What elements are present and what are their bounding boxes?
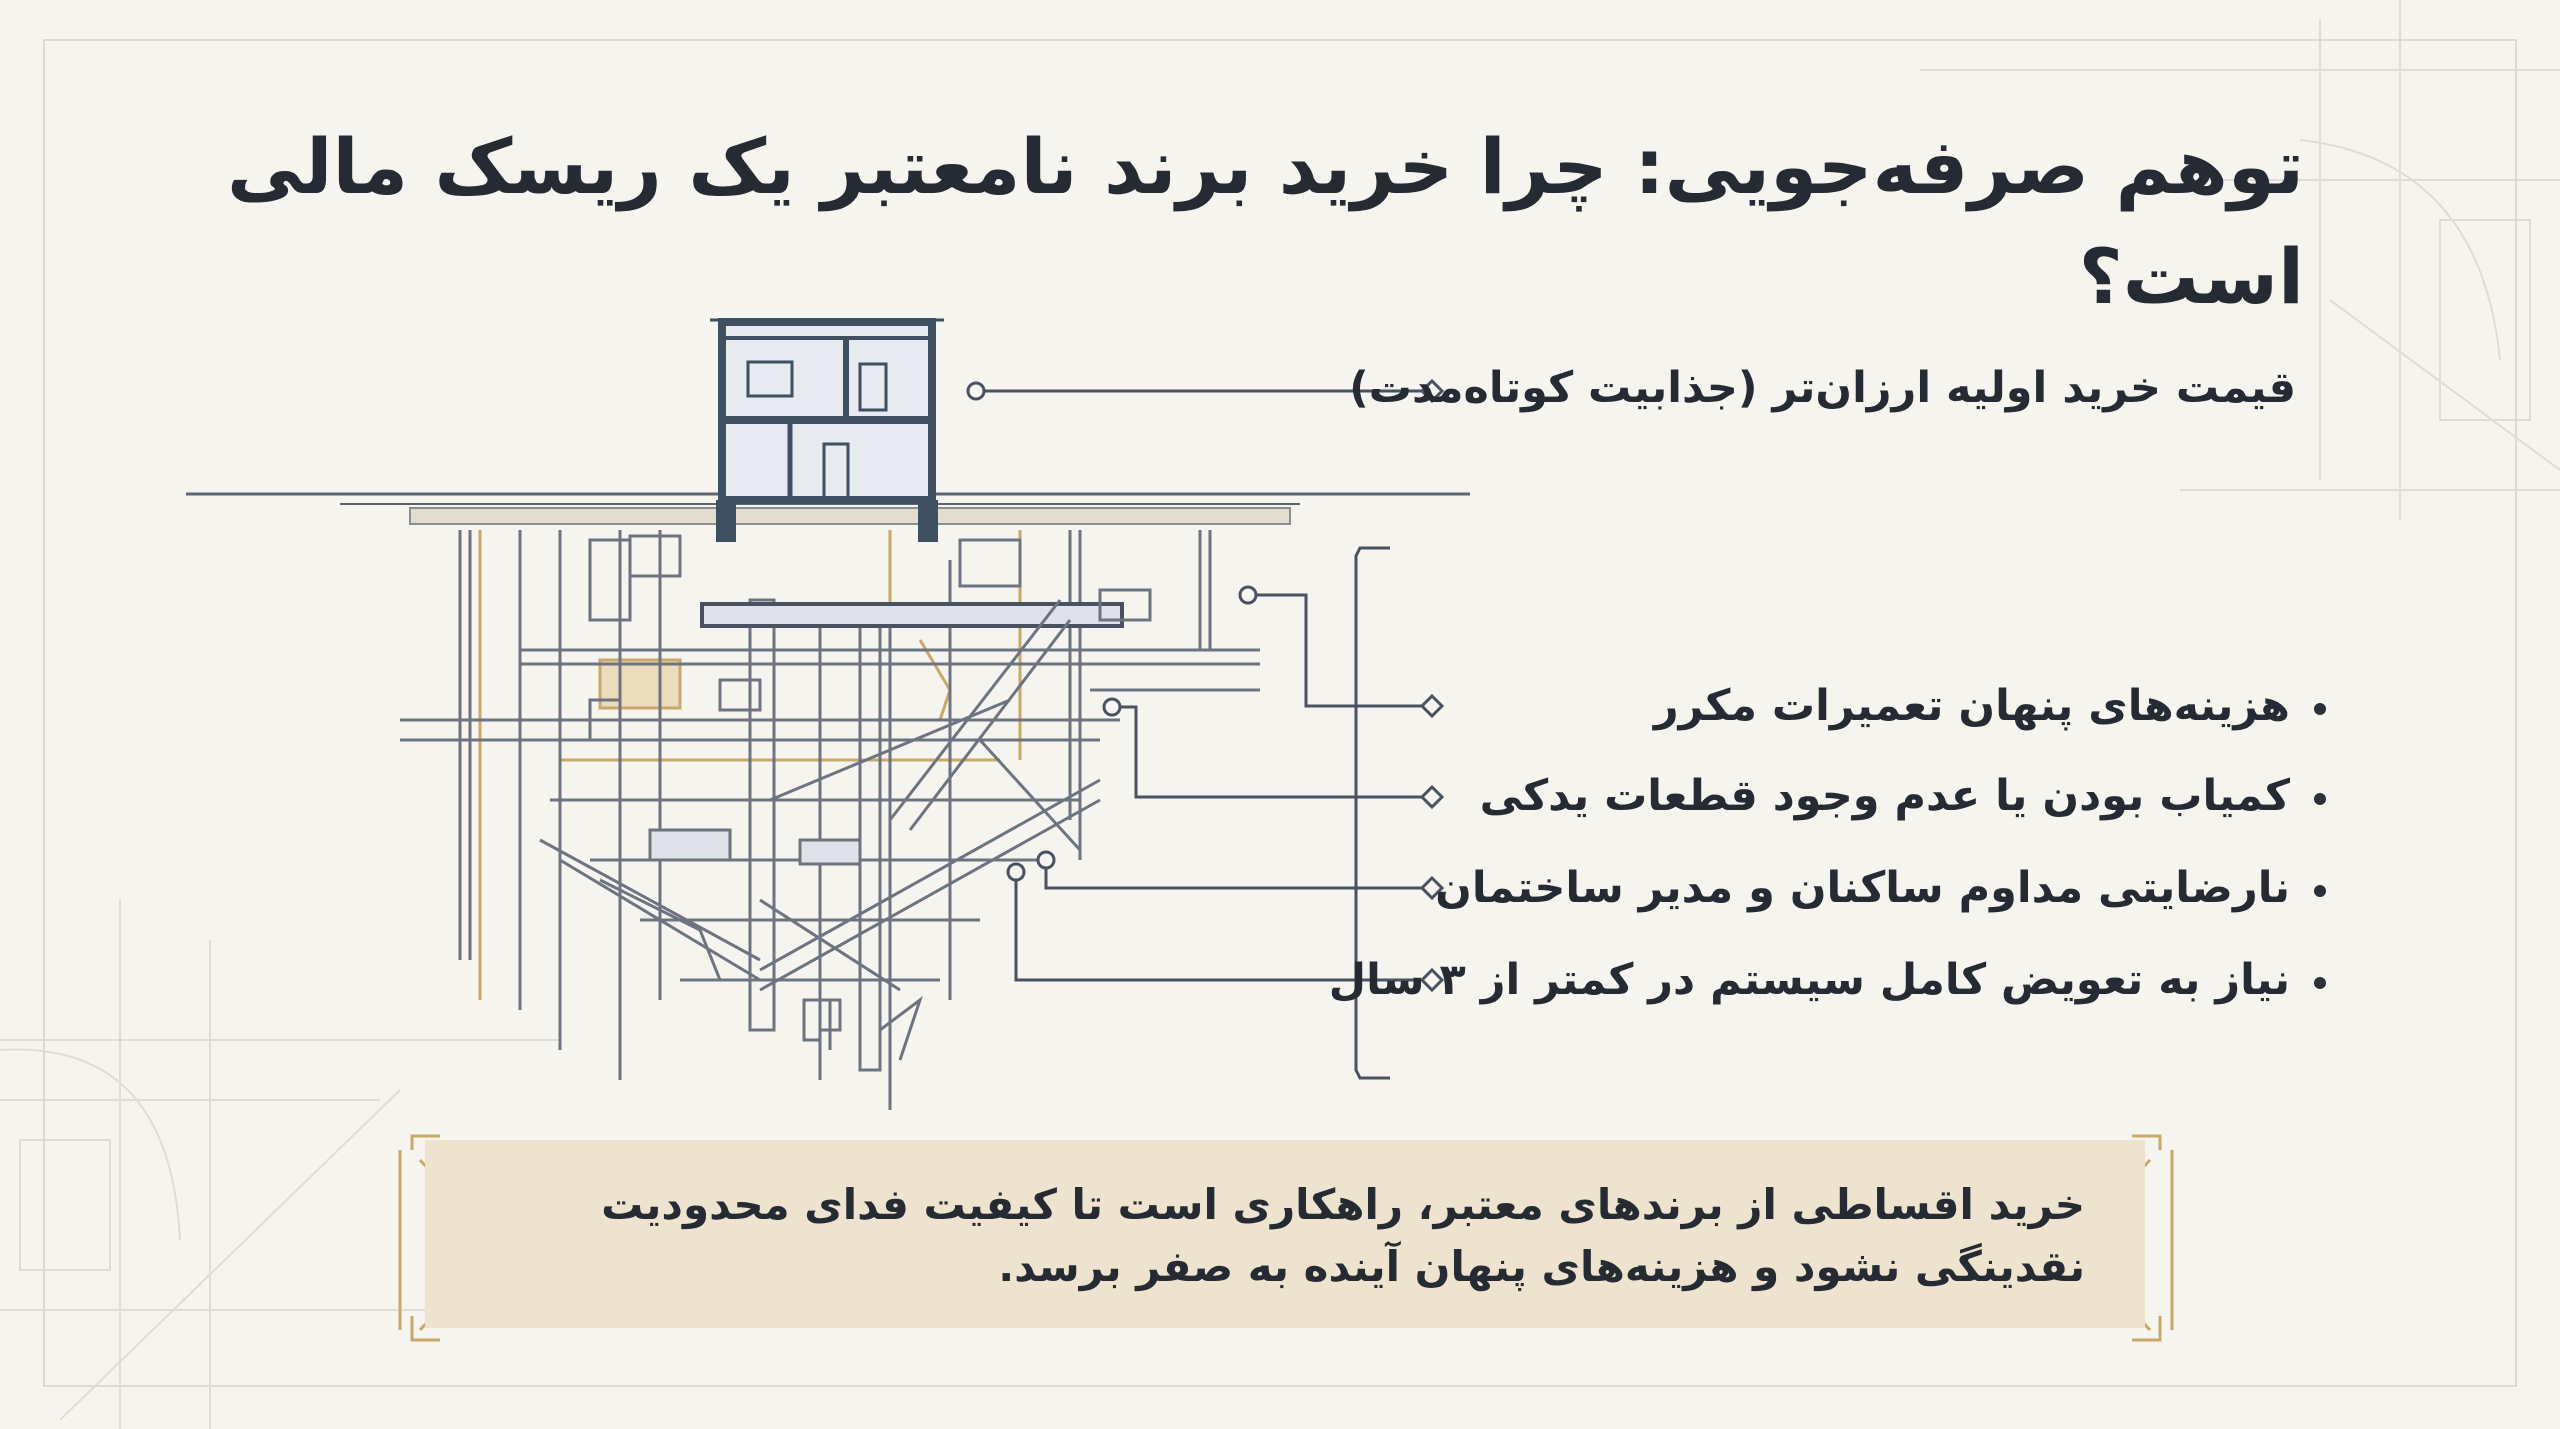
page-title: توهم صرفه‌جویی: چرا خرید برند نامعتبر یک ریسک مالی است؟: [227, 122, 2304, 321]
bullet-icon: [2314, 703, 2326, 715]
initial-price-label: قیمت خرید اولیه ارزان‌تر (جذابیت کوتاه‌مدت): [1349, 363, 2296, 413]
bullet-icon: [2314, 793, 2326, 805]
hidden-cost-text: نارضایتی مداوم ساکنان و مدیر ساختمان: [1435, 863, 2290, 913]
hidden-cost-item: [1326, 676, 2326, 736]
bullet-icon: [2314, 885, 2326, 897]
hidden-cost-text: هزینه‌های پنهان تعمیرات مکرر: [1653, 681, 2290, 731]
hidden-cost-item: [1326, 858, 2326, 918]
hidden-cost-text: کمیاب بودن یا عدم وجود قطعات یدکی: [1479, 771, 2290, 821]
underground-structure: [400, 530, 1260, 1110]
bullet-icon: [2314, 977, 2326, 989]
callout-text: خرید اقساطی از برندهای معتبر، راهکاری است تا کیفیت فدای محدودیت نقدینگی نشود و هزینه‌های پنهان آینده به صفر برسد.: [601, 1180, 2085, 1291]
hidden-cost-item: [1326, 950, 2326, 1010]
conclusion-callout: [425, 1140, 2145, 1328]
hidden-cost-text: نیاز به تعویض کامل سیستم در کمتر از ۳ سال: [1328, 955, 2290, 1005]
hidden-cost-item: [1326, 766, 2326, 826]
